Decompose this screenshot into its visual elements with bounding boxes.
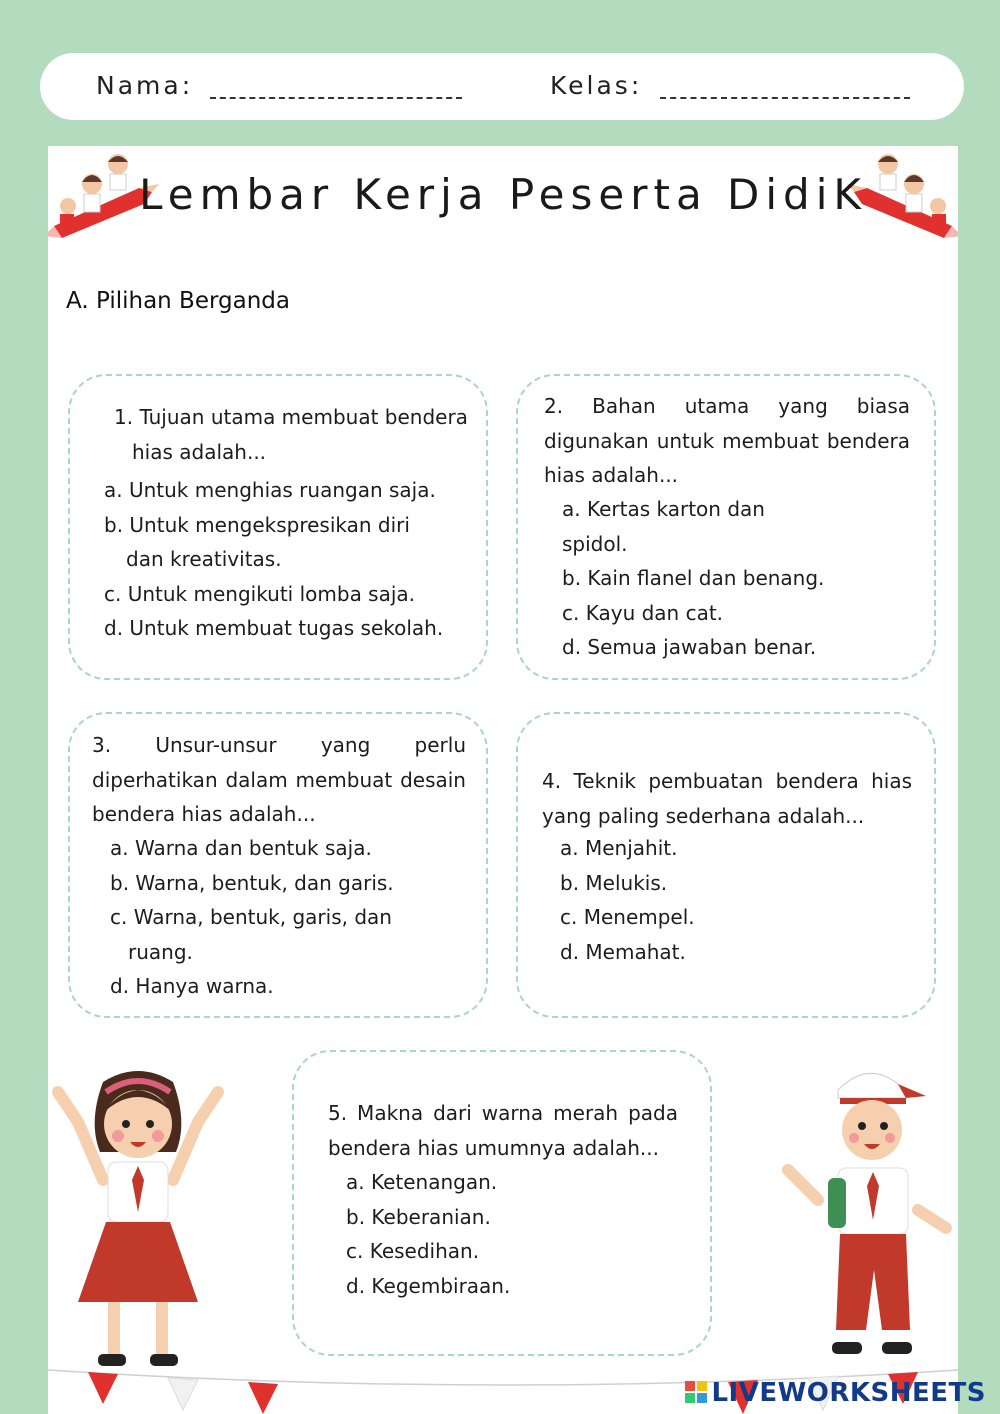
question-1-stem: 1. Tujuan utama membuat bendera hias adalah... <box>114 405 468 464</box>
option-continued[interactable]: dan kreativitas. <box>126 547 282 571</box>
option[interactable]: b. Warna, bentuk, dan garis. <box>110 870 394 895</box>
girl-student-illustration <box>48 1062 228 1382</box>
option[interactable]: b. Untuk mengekspresikan diri <box>104 512 410 537</box>
option[interactable]: d. Hanya warna. <box>110 974 274 998</box>
worksheet <box>48 146 958 1414</box>
liveworksheets-logo-icon <box>685 1381 707 1403</box>
question-card-2 <box>516 374 936 680</box>
name-blank[interactable] <box>210 97 462 99</box>
question-card-4 <box>516 712 936 1018</box>
question-2-options <box>562 492 912 665</box>
option-continued[interactable]: ruang. <box>128 939 193 964</box>
option[interactable]: a. Untuk menghias ruangan saja. <box>104 478 436 502</box>
class-label: Kelas: <box>550 71 643 100</box>
question-3-stem: 3. Unsur-unsur yang perlu diperhatikan dalam membuat desain bendera hias adalah... <box>92 733 466 826</box>
watermark-text: LIVEWORKSHEETS <box>711 1378 986 1408</box>
option[interactable]: d. Untuk membuat tugas sekolah. <box>104 616 444 640</box>
option[interactable]: d. Kegembiraan. <box>346 1273 511 1298</box>
question-card-3 <box>68 712 488 1018</box>
question-card-1 <box>68 374 488 680</box>
option[interactable]: d. Memahat. <box>560 939 686 964</box>
option[interactable]: c. Kayu dan cat. <box>562 600 724 625</box>
class-blank[interactable] <box>660 97 910 99</box>
option[interactable]: d. Semua jawaban benar. <box>562 635 817 659</box>
question-5-stem: 5. Makna dari warna merah pada bendera hias umumnya adalah... <box>328 1101 678 1160</box>
option[interactable]: a. Kertas karton dan <box>562 497 765 521</box>
page-title: Lembar Kerja Peserta DidiK <box>139 170 867 219</box>
section-title: A. Pilihan Berganda <box>66 288 290 314</box>
question-5-options <box>346 1165 666 1303</box>
option[interactable]: b. Kain flanel dan benang. <box>562 566 825 590</box>
option[interactable]: c. Untuk mengikuti lomba saja. <box>104 581 416 606</box>
question-1-options <box>104 473 474 646</box>
option[interactable]: a. Warna dan bentuk saja. <box>110 836 372 860</box>
option[interactable]: c. Kesedihan. <box>346 1239 480 1263</box>
question-3-options <box>110 831 460 1004</box>
option[interactable]: b. Keberanian. <box>346 1204 491 1229</box>
question-4-stem: 4. Teknik pembuatan bendera hias yang paling sederhana adalah... <box>542 769 912 828</box>
question-2-stem: 2. Bahan utama yang biasa digunakan untuk membuat bendera hias adalah... <box>544 394 910 487</box>
boy-student-illustration <box>778 1060 958 1380</box>
name-label: Nama: <box>96 71 194 100</box>
option[interactable]: c. Warna, bentuk, garis, dan <box>110 905 392 929</box>
header-bar <box>40 53 964 120</box>
liveworksheets-watermark <box>685 1378 986 1408</box>
option[interactable]: c. Menempel. <box>560 905 695 929</box>
option[interactable]: b. Melukis. <box>560 870 668 895</box>
question-card-5 <box>292 1050 712 1356</box>
option[interactable]: a. Ketenangan. <box>346 1170 498 1194</box>
option[interactable]: a. Menjahit. <box>560 836 678 860</box>
question-4-options <box>560 831 900 969</box>
option-continued[interactable]: spidol. <box>562 531 628 556</box>
